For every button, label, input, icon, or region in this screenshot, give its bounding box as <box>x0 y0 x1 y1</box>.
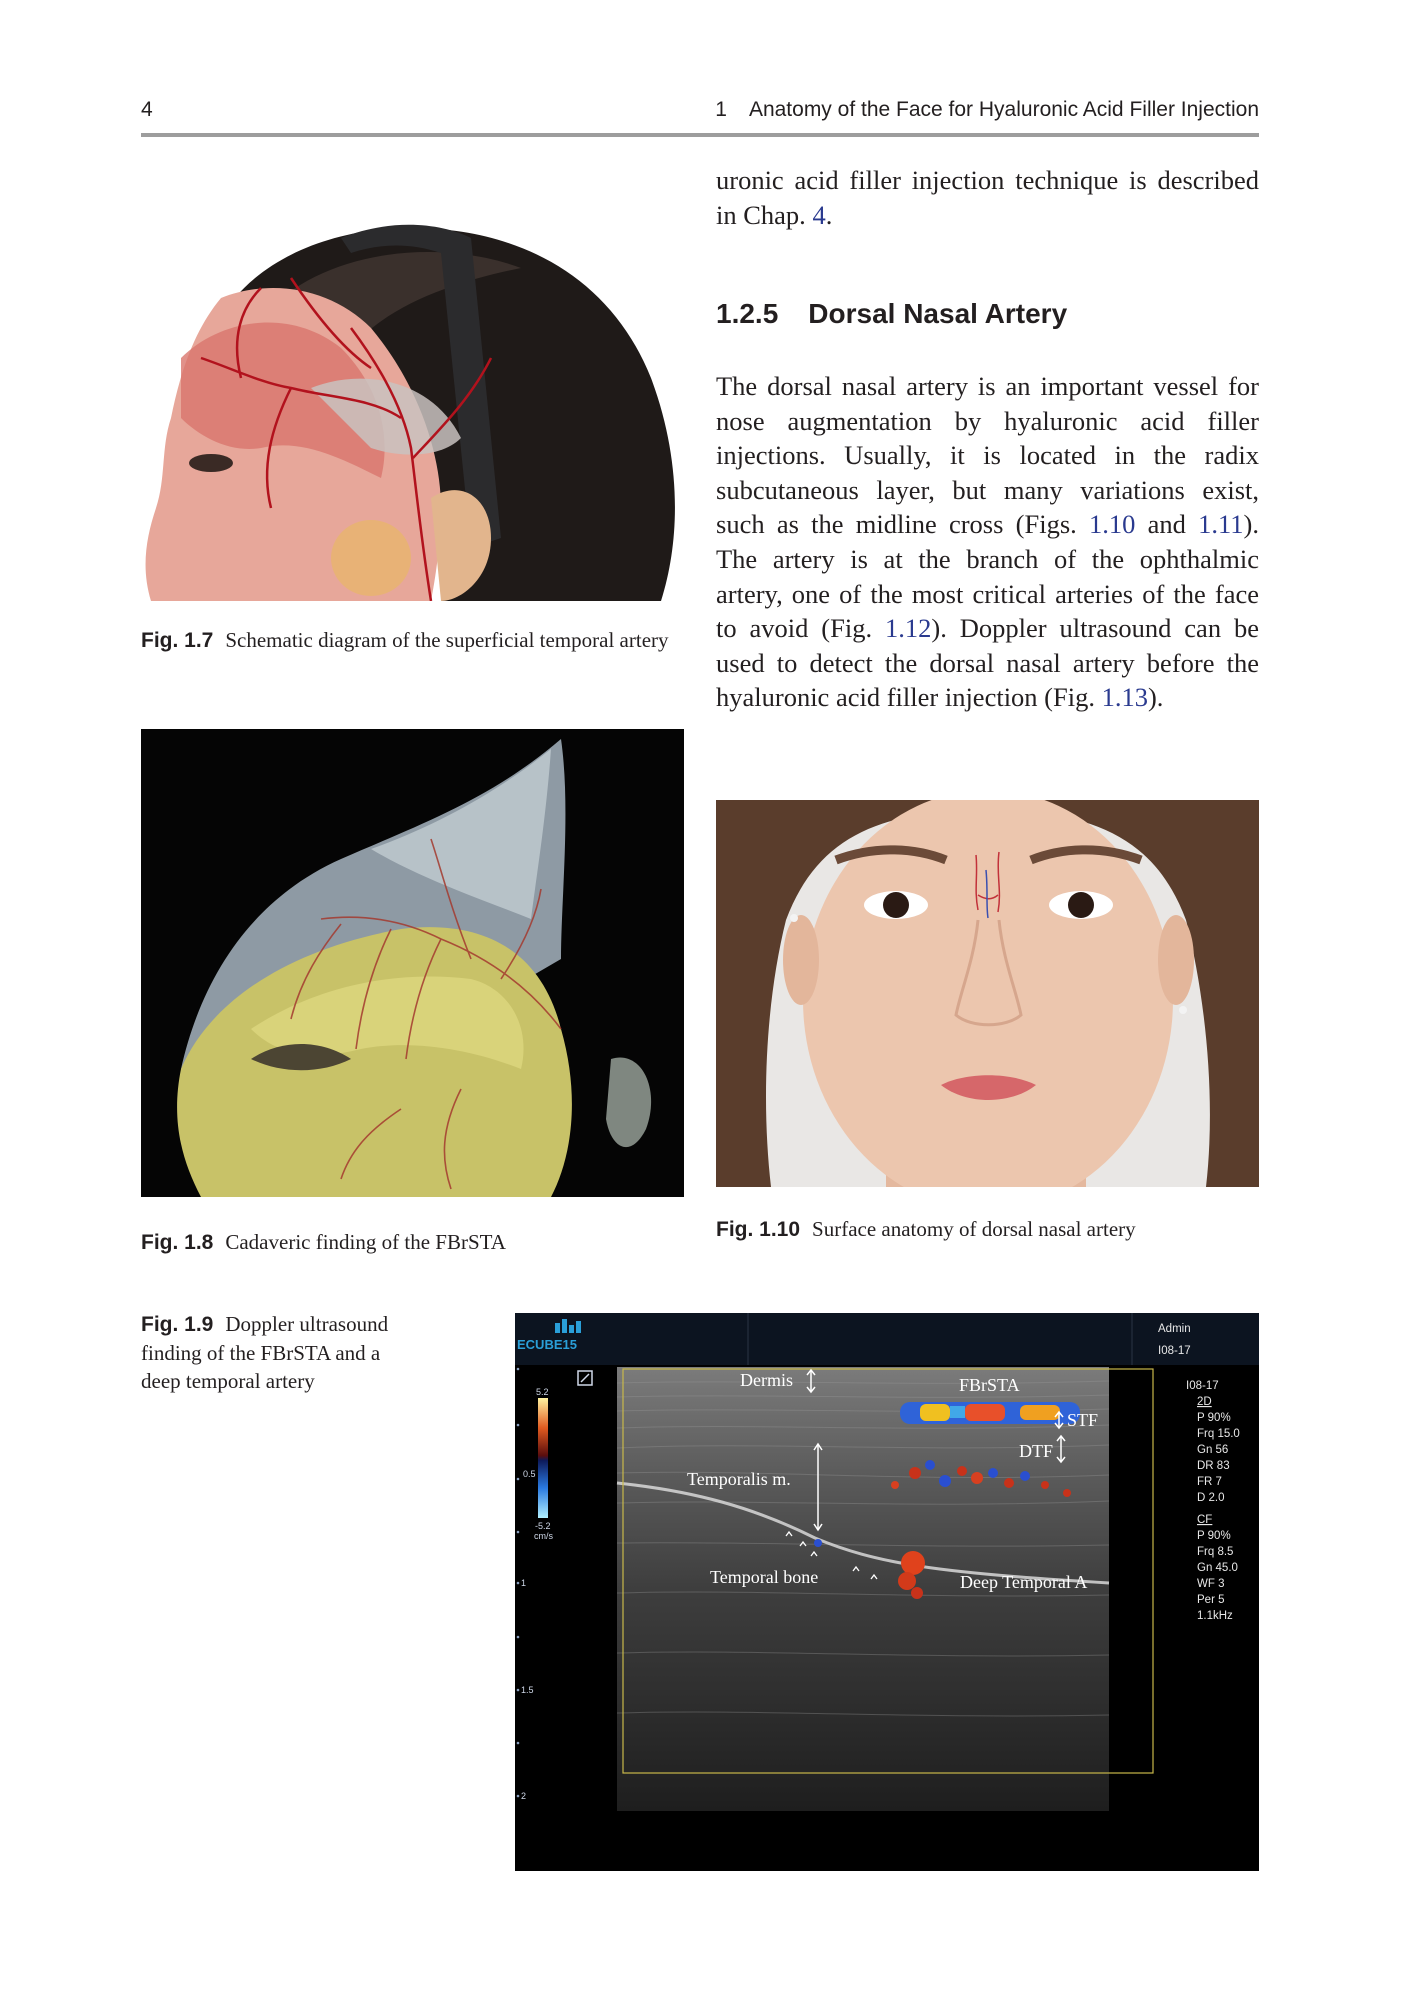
settings-cf-wf: WF 3 <box>1197 1578 1225 1590</box>
running-head <box>715 98 1259 122</box>
label-deep-temporal: Deep Temporal A <box>960 1572 1088 1592</box>
probe-side: I08-17 <box>1186 1380 1219 1392</box>
figure-1-8-image <box>141 729 684 1197</box>
depth-2: 2 <box>521 1791 527 1801</box>
fig-ref-1-11[interactable]: 1.11 <box>1198 509 1244 540</box>
figure-1-10-caption <box>716 1215 1259 1244</box>
us-brand: ECUBE15 <box>517 1337 577 1352</box>
figure-1-7-caption <box>141 626 684 655</box>
settings-cf-prf: 1.1kHz <box>1197 1610 1233 1622</box>
header-rule <box>141 133 1259 137</box>
fig-ref-1-10[interactable]: 1.10 <box>1089 509 1136 540</box>
section-title: Dorsal Nasal Artery <box>808 298 1068 329</box>
settings-2d-gn: Gn 56 <box>1197 1444 1229 1456</box>
label-stf: STF <box>1067 1410 1099 1430</box>
settings-2d-dr: DR 83 <box>1197 1460 1230 1472</box>
chapter-title: Anatomy of the Face for Hyaluronic Acid Filler Injection <box>748 98 1259 121</box>
scale-top: 5.2 <box>536 1387 549 1397</box>
chapter-number: 1 <box>715 98 727 121</box>
fig-ref-1-12[interactable]: 1.12 <box>885 613 932 644</box>
settings-cf-title: CF <box>1197 1514 1213 1526</box>
velocity-scale <box>538 1398 548 1518</box>
depth-1: 1 <box>521 1578 527 1588</box>
figure-1-9-caption-text: Doppler ultrasound finding of the FBrSTA and a deep temporal artery <box>141 1312 389 1393</box>
figure-1-9-image <box>515 1313 1259 1871</box>
figure-1-8-label: Fig. 1.8 <box>141 1231 214 1254</box>
settings-2d-d: D 2.0 <box>1197 1492 1225 1504</box>
section-text-1: The dorsal nasal artery is an important vessel for nose augmentation by hyaluronic acid filler injections. Usually, it is located in the radix subcutaneous layer, but many variations exist, such as the midline cross (Figs. <box>716 371 1259 540</box>
intro-paragraph <box>716 163 1259 232</box>
figure-1-9-caption <box>141 1310 391 1395</box>
label-temporalis: Temporalis m. <box>687 1469 791 1489</box>
scale-bottom: -5.2 <box>535 1521 551 1531</box>
us-probe: I08-17 <box>1158 1345 1191 1357</box>
figure-1-8-caption-text: Cadaveric finding of the FBrSTA <box>225 1230 506 1254</box>
label-dtf: DTF <box>1018 1441 1053 1461</box>
label-fbrsta: FBrSTA <box>959 1375 1020 1395</box>
label-temporal-bone: Temporal bone <box>710 1567 819 1587</box>
figure-1-7-caption-text: Schematic diagram of the superficial temporal artery <box>225 628 669 652</box>
scale-unit: cm/s <box>534 1531 553 1541</box>
settings-cf-frq: Frq 8.5 <box>1197 1546 1234 1558</box>
figure-1-7-label: Fig. 1.7 <box>141 629 214 652</box>
depth-1-5: 1.5 <box>521 1685 534 1695</box>
settings-cf-per: Per 5 <box>1197 1594 1225 1606</box>
settings-2d-fr: FR 7 <box>1197 1476 1222 1488</box>
settings-cf-p: P 90% <box>1197 1530 1231 1542</box>
scale-mid: 0.5 <box>523 1469 536 1479</box>
label-dermis: Dermis <box>740 1370 793 1390</box>
fig-ref-1-13[interactable]: 1.13 <box>1101 682 1148 713</box>
section-text-2: ). The artery is at the branch of the ophthalmic artery, one of the most critical arteries of the face to avoid (Fig. <box>716 509 1259 644</box>
figure-1-10-caption-text: Surface anatomy of dorsal nasal artery <box>812 1217 1136 1241</box>
section-number: 1.2.5 <box>716 298 779 329</box>
settings-2d-frq: Frq 15.0 <box>1197 1428 1240 1440</box>
settings-2d-title: 2D <box>1197 1396 1212 1408</box>
section-text-and: and <box>1135 509 1199 540</box>
figure-1-10-label: Fig. 1.10 <box>716 1218 801 1241</box>
section-paragraph <box>716 369 1259 715</box>
intro-end: . <box>825 199 833 230</box>
section-text-4: ). <box>1147 682 1164 713</box>
settings-cf-gn: Gn 45.0 <box>1197 1562 1238 1574</box>
chap-ref-link[interactable]: 4 <box>812 199 826 230</box>
figure-1-7-image <box>141 208 684 601</box>
intro-text: uronic acid filler injection technique is described in Chap. <box>716 165 1259 230</box>
settings-2d-p: P 90% <box>1197 1412 1231 1424</box>
figure-1-9-label: Fig. 1.9 <box>141 1313 214 1336</box>
figure-1-8-caption <box>141 1228 684 1257</box>
section-heading <box>716 298 1067 330</box>
page-number: 4 <box>141 98 153 121</box>
figure-1-10-image <box>716 800 1259 1187</box>
section-text-3: ). Doppler ultrasound can be used to detect the dorsal nasal artery before the hyaluronic acid filler injection (Fig. <box>716 613 1259 713</box>
us-user: Admin <box>1158 1323 1191 1335</box>
